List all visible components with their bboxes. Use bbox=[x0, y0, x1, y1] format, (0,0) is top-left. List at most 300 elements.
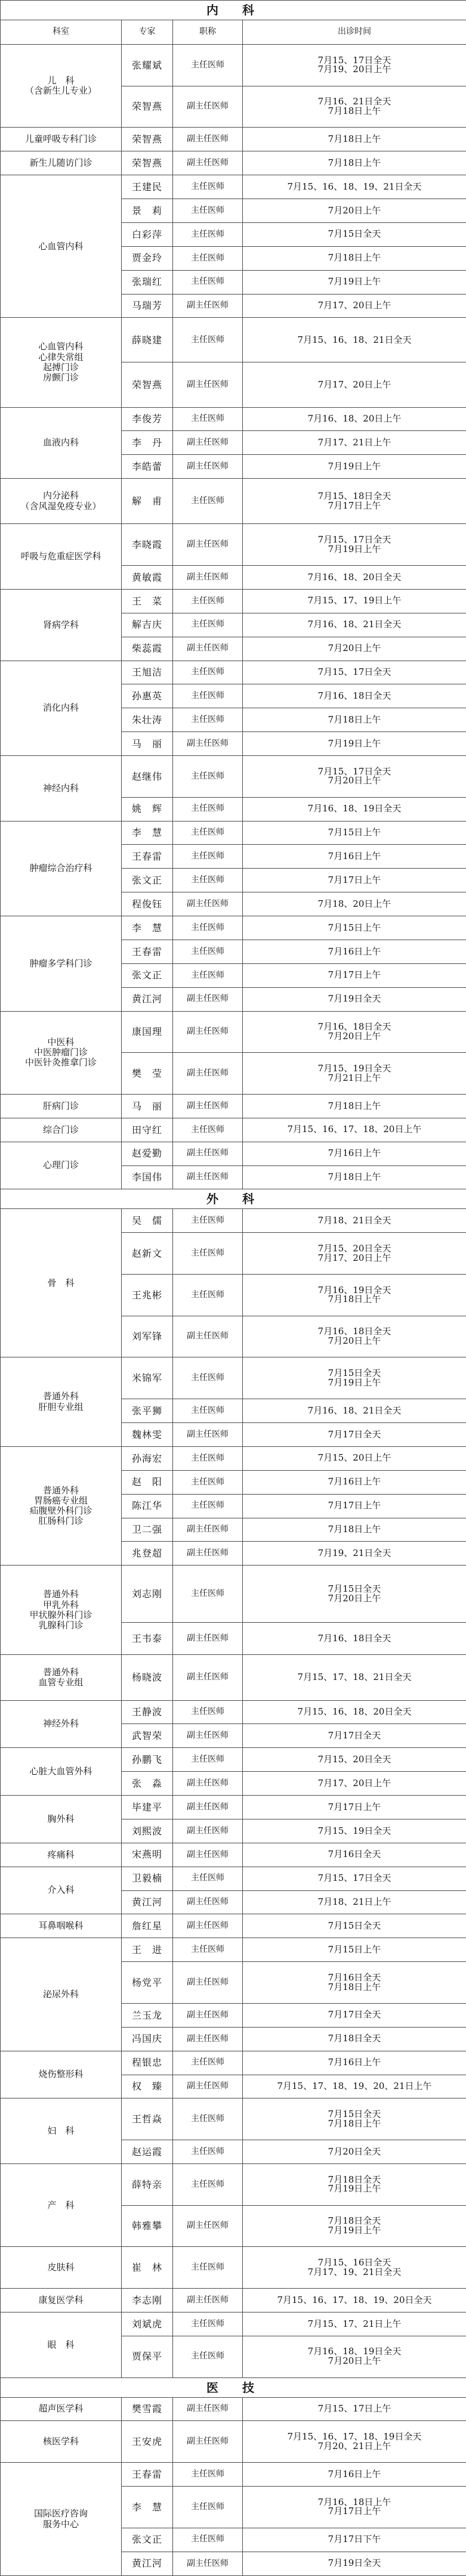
doctor-name: 康国理 bbox=[122, 1011, 173, 1053]
schedule-row bbox=[1, 1938, 466, 1962]
clinic-time: 7月15日全天 bbox=[243, 222, 466, 246]
dept-name: 儿 科 （含新生儿专业） bbox=[1, 45, 122, 128]
clinic-time: 7月20日上午 bbox=[243, 199, 466, 223]
clinic-time: 7月20日全天 bbox=[243, 2140, 466, 2164]
doctor-title: 主任医师 bbox=[173, 684, 243, 708]
doctor-name: 武智荣 bbox=[122, 1724, 173, 1748]
doctor-name: 张 淼 bbox=[122, 1772, 173, 1796]
schedule-row bbox=[1, 821, 466, 845]
clinic-time: 7月15、17、18、19、20、21日上午 bbox=[243, 2075, 466, 2098]
dept-name: 介入科 bbox=[1, 1867, 122, 1914]
doctor-name: 杨晓波 bbox=[122, 1655, 173, 1700]
dept-name: 神经内科 bbox=[1, 756, 122, 822]
doctor-name: 王春雷 bbox=[122, 845, 173, 869]
doctor-name: 张文正 bbox=[122, 2528, 173, 2552]
clinic-time: 7月15、16、17、18、20日上午 bbox=[243, 1118, 466, 1142]
doctor-title: 副主任医师 bbox=[173, 86, 243, 128]
clinic-time: 7月16日上午 bbox=[243, 845, 466, 869]
doctor-title: 主任医师 bbox=[173, 45, 243, 86]
doctor-title: 主任医师 bbox=[173, 1233, 243, 1275]
doctor-title: 副主任医师 bbox=[173, 1094, 243, 1118]
schedule-row bbox=[1, 661, 466, 684]
doctor-title: 主任医师 bbox=[173, 708, 243, 732]
doctor-name: 孙海宏 bbox=[122, 1446, 173, 1470]
schedule-row bbox=[1, 1118, 466, 1142]
doctor-title: 主任医师 bbox=[173, 613, 243, 637]
clinic-time: 7月15日全天 7月20日上午 bbox=[243, 1566, 466, 1622]
doctor-name: 陈江华 bbox=[122, 1494, 173, 1518]
doctor-title: 副主任医师 bbox=[173, 2075, 243, 2098]
doctor-title: 主任医师 bbox=[173, 2163, 243, 2205]
doctor-title: 副主任医师 bbox=[173, 2421, 243, 2463]
dept-name: 心脏大血管外科 bbox=[1, 1748, 122, 1796]
schedule-row bbox=[1, 1011, 466, 1053]
doctor-name: 冯国庆 bbox=[122, 2027, 173, 2051]
doctor-name: 吴 儒 bbox=[122, 1209, 173, 1233]
clinic-time: 7月15、17日全天 7月19日上午 bbox=[243, 524, 466, 566]
doctor-title: 主任医师 bbox=[173, 1748, 243, 1772]
doctor-name: 解 甫 bbox=[122, 479, 173, 524]
schedule-row bbox=[1, 1748, 466, 1772]
clinic-time: 7月18日上午 bbox=[243, 1518, 466, 1542]
schedule-row bbox=[1, 1446, 466, 1470]
doctor-name: 崔 林 bbox=[122, 2247, 173, 2289]
doctor-title: 副主任医师 bbox=[173, 2205, 243, 2247]
schedule-row bbox=[1, 2247, 466, 2289]
clinic-time: 7月15、17、19日上午 bbox=[243, 589, 466, 613]
clinic-time: 7月17日上午 bbox=[243, 1494, 466, 1518]
schedule-row bbox=[1, 2397, 466, 2421]
header-dept: 科室 bbox=[1, 20, 122, 45]
section-title: 内 科 bbox=[1, 1, 466, 20]
doctor-title: 主任医师 bbox=[173, 589, 243, 613]
schedule-row bbox=[1, 407, 466, 431]
doctor-name: 薛特亲 bbox=[122, 2163, 173, 2205]
clinic-time: 7月15、16、18、19、21日全天 bbox=[243, 175, 466, 199]
dept-name: 超声医学科 bbox=[1, 2397, 122, 2421]
doctor-name: 孙鹏飞 bbox=[122, 1748, 173, 1772]
doctor-name: 张耀斌 bbox=[122, 45, 173, 86]
doctor-title: 副主任医师 bbox=[173, 987, 243, 1011]
doctor-title: 副主任医师 bbox=[173, 1819, 243, 1843]
doctor-title: 副主任医师 bbox=[173, 566, 243, 590]
doctor-name: 王 进 bbox=[122, 1938, 173, 1962]
dept-name: 内分泌科 （含风湿免疫专业） bbox=[1, 479, 122, 524]
doctor-title: 副主任医师 bbox=[173, 431, 243, 455]
clinic-time: 7月16、18、19日全天 7月20日上午 bbox=[243, 2336, 466, 2377]
doctor-name: 黄敏霞 bbox=[122, 566, 173, 590]
clinic-time: 7月19日全天 bbox=[243, 2552, 466, 2575]
doctor-title: 副主任医师 bbox=[173, 2552, 243, 2575]
doctor-title: 主任医师 bbox=[173, 797, 243, 821]
doctor-name: 柴蕊霞 bbox=[122, 637, 173, 661]
clinic-time: 7月17日下午 bbox=[243, 2528, 466, 2552]
doctor-title: 副主任医师 bbox=[173, 1011, 243, 1053]
clinic-time: 7月16日全天 7月18日上午 bbox=[243, 1962, 466, 2004]
clinic-time: 7月18日上午 bbox=[243, 708, 466, 732]
doctor-title: 副主任医师 bbox=[173, 1165, 243, 1189]
schedule-row bbox=[1, 2463, 466, 2487]
clinic-time: 7月16日上午 bbox=[243, 2463, 466, 2487]
dept-name: 国际医疗咨询 服务中心 bbox=[1, 2463, 122, 2576]
section-title: 外 科 bbox=[1, 1189, 466, 1209]
dept-name: 泌尿外科 bbox=[1, 1938, 122, 2051]
doctor-name: 韩雅攀 bbox=[122, 2205, 173, 2247]
doctor-title: 主任医师 bbox=[173, 2312, 243, 2336]
schedule-row bbox=[1, 2312, 466, 2336]
clinic-time: 7月17、21日上午 bbox=[243, 431, 466, 455]
dept-name: 核医学科 bbox=[1, 2421, 122, 2463]
dept-name: 烧伤整形科 bbox=[1, 2051, 122, 2098]
doctor-name: 卫二强 bbox=[122, 1518, 173, 1542]
doctor-title: 副主任医师 bbox=[173, 892, 243, 916]
clinic-time: 7月15、16日全天 7月17、19、21日全天 bbox=[243, 2247, 466, 2289]
schedule-row bbox=[1, 2098, 466, 2140]
clinic-time: 7月16、18日全天 bbox=[243, 684, 466, 708]
dept-name: 肾病学科 bbox=[1, 589, 122, 661]
clinic-time: 7月16、18、21日全天 bbox=[243, 613, 466, 637]
clinic-time: 7月17日全天 bbox=[243, 2003, 466, 2027]
doctor-title: 主任医师 bbox=[173, 318, 243, 362]
clinic-time: 7月17日上午 bbox=[243, 1796, 466, 1819]
doctor-title: 副主任医师 bbox=[173, 637, 243, 661]
clinic-time: 7月16日上午 bbox=[243, 2051, 466, 2075]
schedule-row bbox=[1, 1796, 466, 1819]
doctor-title: 主任医师 bbox=[173, 756, 243, 798]
schedule-row bbox=[1, 479, 466, 524]
doctor-name: 张文正 bbox=[122, 963, 173, 987]
doctor-name: 魏林雯 bbox=[122, 1423, 173, 1447]
clinic-time: 7月15、20日上午 bbox=[243, 1446, 466, 1470]
doctor-name: 朱壮涛 bbox=[122, 708, 173, 732]
doctor-title: 主任医师 bbox=[173, 1470, 243, 1494]
clinic-time: 7月17日全天 bbox=[243, 1423, 466, 1447]
doctor-name: 王韦泰 bbox=[122, 1622, 173, 1655]
clinic-time: 7月17、20日上午 bbox=[243, 362, 466, 407]
doctor-title: 主任医师 bbox=[173, 407, 243, 431]
dept-name: 综合门诊 bbox=[1, 1118, 122, 1142]
clinic-time: 7月18日上午 bbox=[243, 1094, 466, 1118]
schedule-row bbox=[1, 318, 466, 362]
clinic-time: 7月18、20日上午 bbox=[243, 892, 466, 916]
clinic-time: 7月15、17日上午 bbox=[243, 2397, 466, 2421]
doctor-title: 主任医师 bbox=[173, 2098, 243, 2140]
schedule-row bbox=[1, 589, 466, 613]
clinic-time: 7月19日上午 bbox=[243, 732, 466, 756]
clinic-time: 7月16、18日上午 7月17日上午 bbox=[243, 2486, 466, 2528]
doctor-title: 主任医师 bbox=[173, 175, 243, 199]
doctor-title: 主任医师 bbox=[173, 2336, 243, 2377]
doctor-name: 王 菜 bbox=[122, 589, 173, 613]
dept-name: 中医科 中医肿瘤门诊 中医针灸推拿门诊 bbox=[1, 1011, 122, 1094]
doctor-name: 杨党平 bbox=[122, 1962, 173, 2004]
doctor-title: 副主任医师 bbox=[173, 732, 243, 756]
clinic-time: 7月19日上午 bbox=[243, 270, 466, 294]
clinic-time: 7月15、16、18、20日全天 bbox=[243, 1700, 466, 1724]
clinic-time: 7月19日全天 bbox=[243, 987, 466, 1011]
doctor-title: 主任医师 bbox=[173, 1357, 243, 1399]
doctor-name: 王春雷 bbox=[122, 940, 173, 963]
dept-name: 肿瘤综合治疗科 bbox=[1, 821, 122, 916]
clinic-time: 7月16、18日全天 7月20日上午 bbox=[243, 1011, 466, 1053]
clinic-time: 7月15日全天 bbox=[243, 1914, 466, 1938]
dept-name: 神经外科 bbox=[1, 1700, 122, 1748]
dept-name: 血液内科 bbox=[1, 407, 122, 479]
schedule-row bbox=[1, 756, 466, 798]
doctor-title: 主任医师 bbox=[173, 222, 243, 246]
clinic-time: 7月15、16、17、18、19日全天 7月20、21日上午 bbox=[243, 2421, 466, 2463]
schedule-row bbox=[1, 1209, 466, 1233]
doctor-name: 刘志刚 bbox=[122, 1566, 173, 1622]
doctor-title: 副主任医师 bbox=[173, 1796, 243, 1819]
doctor-title: 副主任医师 bbox=[173, 2027, 243, 2051]
doctor-title: 主任医师 bbox=[173, 199, 243, 223]
doctor-name: 詹红星 bbox=[122, 1914, 173, 1938]
doctor-name: 李俊芳 bbox=[122, 407, 173, 431]
doctor-name: 李 丹 bbox=[122, 431, 173, 455]
dept-name: 皮肤科 bbox=[1, 2247, 122, 2289]
doctor-name: 李晓霞 bbox=[122, 524, 173, 566]
doctor-name: 黄江河 bbox=[122, 1890, 173, 1914]
doctor-name: 张瑞红 bbox=[122, 270, 173, 294]
clinic-time: 7月15、16、18、21日全天 bbox=[243, 318, 466, 362]
clinic-time: 7月15日全天 7月18日上午 bbox=[243, 2098, 466, 2140]
doctor-name: 贾保平 bbox=[122, 2336, 173, 2377]
doctor-title: 副主任医师 bbox=[173, 2289, 243, 2312]
schedule-row bbox=[1, 524, 466, 566]
doctor-title: 副主任医师 bbox=[173, 1542, 243, 1566]
doctor-name: 兆登超 bbox=[122, 1542, 173, 1566]
clinic-time: 7月20日上午 bbox=[243, 637, 466, 661]
clinic-time: 7月16日上午 bbox=[243, 1470, 466, 1494]
doctor-name: 田守红 bbox=[122, 1118, 173, 1142]
clinic-time: 7月15日全天 7月19日上午 bbox=[243, 1357, 466, 1399]
clinic-time: 7月16、18、19日全天 bbox=[243, 797, 466, 821]
doctor-name: 马瑞芳 bbox=[122, 294, 173, 318]
dept-name: 康复医学科 bbox=[1, 2289, 122, 2312]
doctor-name: 程银忠 bbox=[122, 2051, 173, 2075]
doctor-title: 副主任医师 bbox=[173, 2397, 243, 2421]
dept-name: 普通外科 甲乳外科 甲状腺外科门诊 乳腺科门诊 bbox=[1, 1566, 122, 1655]
schedule-row bbox=[1, 45, 466, 86]
clinic-time: 7月18日全天 7月19日上午 bbox=[243, 2163, 466, 2205]
clinic-time: 7月15、20日全天 7月17、20日上午 bbox=[243, 1233, 466, 1275]
doctor-name: 程俊钰 bbox=[122, 892, 173, 916]
doctor-name: 赵继伟 bbox=[122, 756, 173, 798]
doctor-name: 张文正 bbox=[122, 869, 173, 892]
clinic-time: 7月15、17日全天 bbox=[243, 1867, 466, 1890]
doctor-title: 主任医师 bbox=[173, 963, 243, 987]
doctor-title: 主任医师 bbox=[173, 1700, 243, 1724]
clinic-time: 7月18日全天 7月19日上午 bbox=[243, 2205, 466, 2247]
doctor-name: 黄江河 bbox=[122, 2552, 173, 2575]
doctor-name: 白彩萍 bbox=[122, 222, 173, 246]
doctor-name: 刘熙波 bbox=[122, 1819, 173, 1843]
dept-name: 普通外科 肝胆专业组 bbox=[1, 1357, 122, 1446]
clinic-time: 7月15日上午 bbox=[243, 1938, 466, 1962]
schedule-row bbox=[1, 151, 466, 175]
header-row bbox=[1, 20, 466, 45]
clinic-time: 7月15、17日全天 bbox=[243, 661, 466, 684]
doctor-title: 副主任医师 bbox=[173, 524, 243, 566]
doctor-name: 李 慧 bbox=[122, 2486, 173, 2528]
doctor-name: 赵爱勤 bbox=[122, 1142, 173, 1165]
clinic-time: 7月16、18日全天 bbox=[243, 1622, 466, 1655]
doctor-title: 副主任医师 bbox=[173, 1914, 243, 1938]
doctor-name: 刘军锋 bbox=[122, 1316, 173, 1357]
clinic-time: 7月15、16、17、18、19、20日全天 bbox=[243, 2289, 466, 2312]
dept-name: 肝病门诊 bbox=[1, 1094, 122, 1118]
dept-name: 心血管内科 心律失常组 起搏门诊 房颤门诊 bbox=[1, 318, 122, 407]
section-title: 医 技 bbox=[1, 2377, 466, 2397]
doctor-title: 副主任医师 bbox=[173, 455, 243, 479]
doctor-title: 主任医师 bbox=[173, 2528, 243, 2552]
doctor-name: 王静波 bbox=[122, 1700, 173, 1724]
clinic-time: 7月15、18日全天 7月17日上午 bbox=[243, 479, 466, 524]
doctor-name: 李皓蕾 bbox=[122, 455, 173, 479]
schedule-row bbox=[1, 1867, 466, 1890]
dept-name: 疼痛科 bbox=[1, 1843, 122, 1867]
doctor-name: 樊 莹 bbox=[122, 1053, 173, 1095]
clinic-time: 7月17、20日上午 bbox=[243, 294, 466, 318]
doctor-title: 副主任医师 bbox=[173, 1890, 243, 1914]
clinic-time: 7月17日上午 bbox=[243, 869, 466, 892]
clinic-time: 7月16、19日全天 7月18日上午 bbox=[243, 1275, 466, 1316]
schedule-row bbox=[1, 2421, 466, 2463]
doctor-name: 薛晓建 bbox=[122, 318, 173, 362]
section-row bbox=[1, 1, 466, 20]
doctor-name: 马 丽 bbox=[122, 732, 173, 756]
clinic-time: 7月18、21日全天 bbox=[243, 1209, 466, 1233]
clinic-time: 7月15、19日全天 bbox=[243, 1819, 466, 1843]
clinic-time: 7月18日上午 bbox=[243, 246, 466, 270]
doctor-title: 主任医师 bbox=[173, 2051, 243, 2075]
doctor-title: 主任医师 bbox=[173, 869, 243, 892]
dept-name: 消化内科 bbox=[1, 661, 122, 756]
doctor-title: 主任医师 bbox=[173, 1209, 243, 1233]
doctor-title: 主任医师 bbox=[173, 661, 243, 684]
schedule-row bbox=[1, 916, 466, 940]
doctor-name: 赵运霞 bbox=[122, 2140, 173, 2164]
schedule-row bbox=[1, 1655, 466, 1700]
header-doctor: 专家 bbox=[122, 20, 173, 45]
schedule-row bbox=[1, 2289, 466, 2312]
doctor-name: 王建民 bbox=[122, 175, 173, 199]
doctor-title: 主任医师 bbox=[173, 479, 243, 524]
clinic-time: 7月16、18、20日全天 bbox=[243, 566, 466, 590]
schedule-row bbox=[1, 2163, 466, 2205]
clinic-time: 7月16、18、20日上午 bbox=[243, 407, 466, 431]
doctor-name: 荣智燕 bbox=[122, 86, 173, 128]
dept-name: 胸外科 bbox=[1, 1796, 122, 1843]
doctor-name: 荣智燕 bbox=[122, 151, 173, 175]
doctor-title: 主任医师 bbox=[173, 2247, 243, 2289]
doctor-name: 赵新文 bbox=[122, 1233, 173, 1275]
doctor-title: 主任医师 bbox=[173, 1494, 243, 1518]
doctor-title: 主任医师 bbox=[173, 1566, 243, 1622]
doctor-title: 副主任医师 bbox=[173, 2003, 243, 2027]
doctor-name: 李志刚 bbox=[122, 2289, 173, 2312]
doctor-name: 米锦军 bbox=[122, 1357, 173, 1399]
clinic-time: 7月18、21日上午 bbox=[243, 1890, 466, 1914]
doctor-title: 副主任医师 bbox=[173, 1316, 243, 1357]
doctor-title: 副主任医师 bbox=[173, 1423, 243, 1447]
schedule-row bbox=[1, 1566, 466, 1622]
doctor-name: 景 莉 bbox=[122, 199, 173, 223]
doctor-title: 副主任医师 bbox=[173, 151, 243, 175]
dept-name: 呼吸与危重症医学科 bbox=[1, 524, 122, 590]
doctor-title: 主任医师 bbox=[173, 1399, 243, 1423]
dept-name: 肿瘤多学科门诊 bbox=[1, 916, 122, 1012]
doctor-name: 荣智燕 bbox=[122, 362, 173, 407]
doctor-title: 主任医师 bbox=[173, 1275, 243, 1316]
schedule-row bbox=[1, 1142, 466, 1165]
clinic-time: 7月18日全天 bbox=[243, 2027, 466, 2051]
doctor-title: 主任医师 bbox=[173, 246, 243, 270]
clinic-time: 7月17、20日上午 bbox=[243, 1772, 466, 1796]
dept-name: 妇 科 bbox=[1, 2098, 122, 2164]
doctor-name: 权 臻 bbox=[122, 2075, 173, 2098]
clinic-time: 7月17日上午 bbox=[243, 963, 466, 987]
doctor-name: 李国伟 bbox=[122, 1165, 173, 1189]
doctor-title: 主任医师 bbox=[173, 2486, 243, 2528]
doctor-name: 樊雪霞 bbox=[122, 2397, 173, 2421]
clinic-time: 7月16日上午 bbox=[243, 940, 466, 963]
dept-name: 心理门诊 bbox=[1, 1142, 122, 1189]
clinic-time: 7月16、18、21日全天 bbox=[243, 1399, 466, 1423]
doctor-name: 兰玉龙 bbox=[122, 2003, 173, 2027]
clinic-time: 7月16日上午 bbox=[243, 1142, 466, 1165]
doctor-title: 副主任医师 bbox=[173, 1772, 243, 1796]
clinic-time: 7月16、21日全天 7月18日上午 bbox=[243, 86, 466, 128]
doctor-title: 副主任医师 bbox=[173, 1518, 243, 1542]
header-title: 职称 bbox=[173, 20, 243, 45]
doctor-title: 主任医师 bbox=[173, 940, 243, 963]
schedule-row bbox=[1, 175, 466, 199]
doctor-title: 主任医师 bbox=[173, 1446, 243, 1470]
dept-name: 普通外科 血管专业组 bbox=[1, 1655, 122, 1700]
doctor-name: 马 丽 bbox=[122, 1094, 173, 1118]
doctor-name: 赵 阳 bbox=[122, 1470, 173, 1494]
schedule-row bbox=[1, 1914, 466, 1938]
doctor-name: 卫毅楠 bbox=[122, 1867, 173, 1890]
doctor-name: 王春雷 bbox=[122, 2463, 173, 2487]
dept-name: 新生儿随访门诊 bbox=[1, 151, 122, 175]
doctor-title: 副主任医师 bbox=[173, 294, 243, 318]
dept-name: 产 科 bbox=[1, 2163, 122, 2246]
doctor-title: 主任医师 bbox=[173, 1938, 243, 1962]
dept-name: 骨 科 bbox=[1, 1209, 122, 1357]
dept-name: 眼 科 bbox=[1, 2312, 122, 2377]
clinic-time: 7月15、17日全天 7月20日上午 bbox=[243, 756, 466, 798]
doctor-name: 解吉庆 bbox=[122, 613, 173, 637]
schedule-row bbox=[1, 1357, 466, 1399]
section-row bbox=[1, 2377, 466, 2397]
clinic-time: 7月18日上午 bbox=[243, 151, 466, 175]
schedule-row bbox=[1, 1700, 466, 1724]
clinic-time: 7月15日上午 bbox=[243, 916, 466, 940]
doctor-title: 主任医师 bbox=[173, 916, 243, 940]
doctor-name: 宋燕明 bbox=[122, 1843, 173, 1867]
doctor-name: 孙惠英 bbox=[122, 684, 173, 708]
clinic-time: 7月18日上午 bbox=[243, 1165, 466, 1189]
doctor-title: 主任医师 bbox=[173, 2140, 243, 2164]
doctor-name: 荣智燕 bbox=[122, 128, 173, 151]
clinic-time: 7月15、20日全天 bbox=[243, 1748, 466, 1772]
clinic-time: 7月15、19日全天 7月21日上午 bbox=[243, 1053, 466, 1095]
schedule-row bbox=[1, 128, 466, 151]
doctor-name: 黄江河 bbox=[122, 987, 173, 1011]
